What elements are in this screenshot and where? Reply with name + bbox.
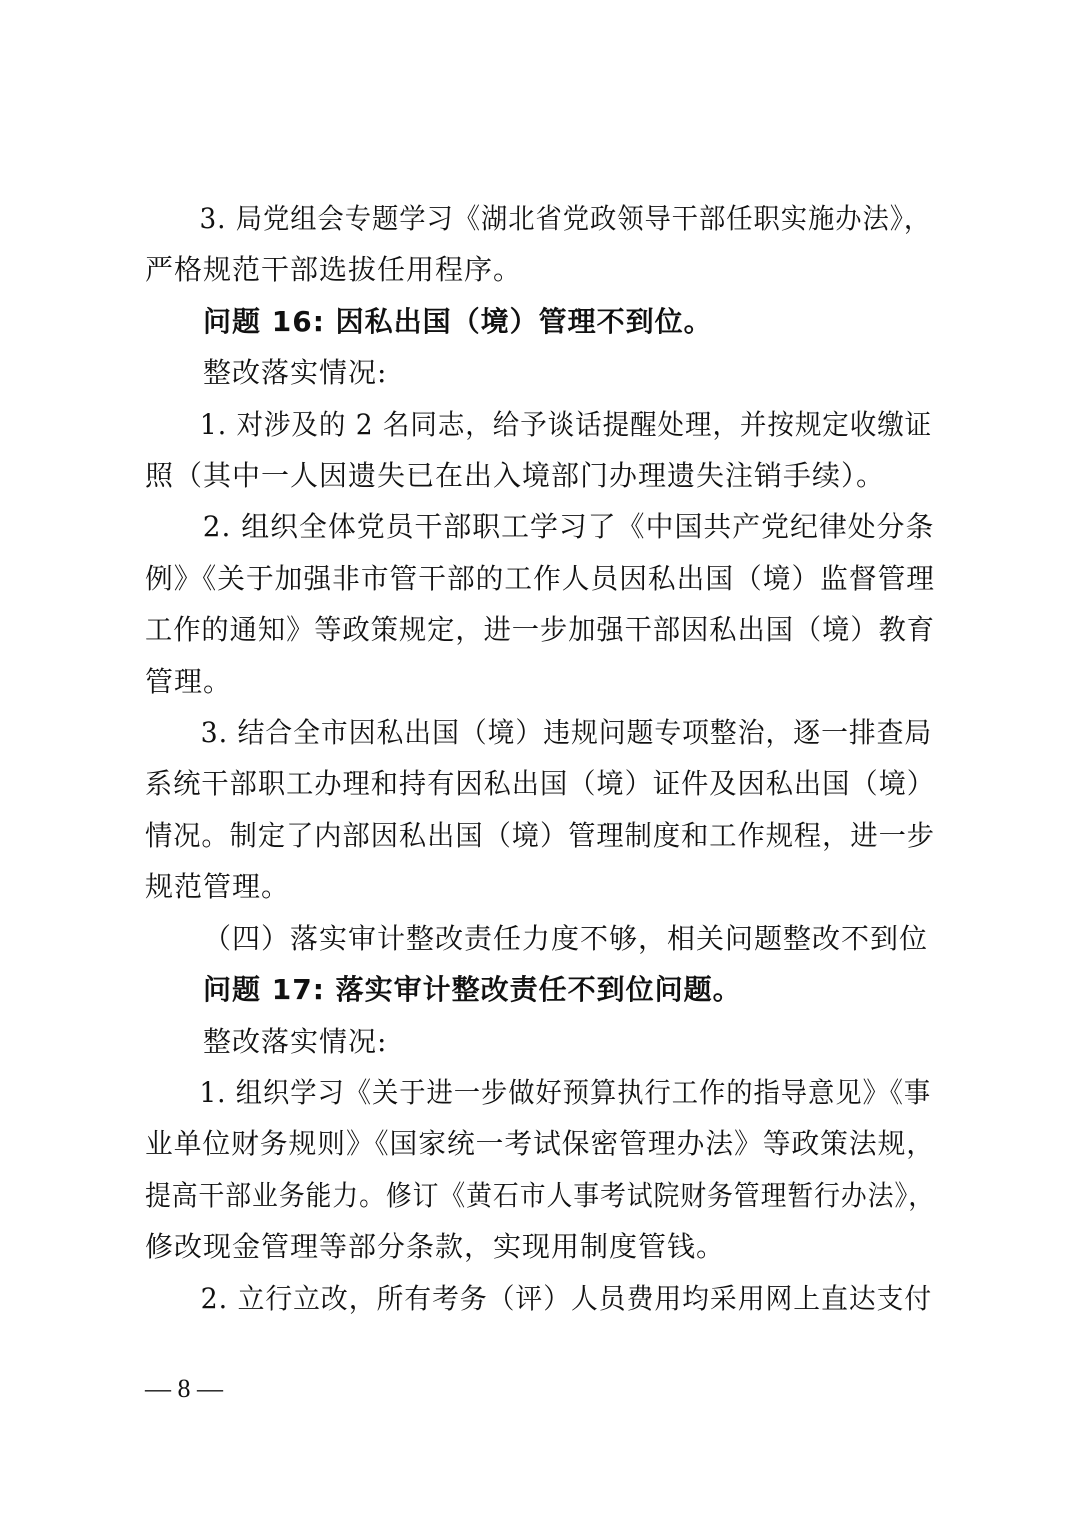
- text-line: 管理。: [145, 664, 233, 698]
- text-line: 2. 组织全体党员干部职工学习了《中国共产党纪律处分条: [202, 510, 935, 544]
- text-line: 1. 组织学习《关于进一步做好预算执行工作的指导意见》《事: [199, 1075, 932, 1109]
- text-line: （四）落实审计整改责任力度不够，相关问题整改不到位: [203, 921, 929, 955]
- text-line: 整改落实情况:: [203, 356, 388, 390]
- text-line: 修改现金管理等部分条款，实现用制度管钱。: [145, 1230, 726, 1264]
- text-line: 3. 结合全市因私出国（境）违规问题专项整治，逐一排查局: [200, 716, 933, 750]
- text-line: 3. 局党组会专题学习《湖北省党政领导干部任职实施办法》，: [199, 202, 932, 235]
- text-line: 工作的通知》等政策规定，进一步加强干部因私出国（境）教育: [145, 613, 936, 647]
- section-heading: 问题 16: 因私出国（境）管理不到位。: [203, 304, 713, 338]
- text-line: 业单位财务规则》《国家统一考试保密管理办法》等政策法规，: [145, 1127, 936, 1161]
- text-line: 规范管理。: [145, 870, 291, 904]
- text-line: 例》《关于加强非市管干部的工作人员因私出国（境）监督管理: [145, 561, 936, 595]
- text-line: 情况。制定了内部因私出国（境）管理制度和工作规程，进一步: [145, 818, 936, 852]
- section-heading: 问题 17: 落实审计整改责任不到位问题。: [203, 973, 742, 1007]
- text-line: 2. 立行立改，所有考务（评）人员费用均采用网上直达支付: [200, 1281, 933, 1315]
- text-line: 提高干部业务能力。修订《黄石市人事考试院财务管理暂行办法》，: [145, 1178, 936, 1212]
- document-body: [145, 193, 935, 1324]
- text-line: 严格规范干部选拔任用程序。: [145, 253, 523, 287]
- text-line: 照（其中一人因遗失已在出入境部门办理遗失注销手续）。: [145, 459, 886, 493]
- text-line: 1. 对涉及的 2 名同志，给予谈话提醒处理，并按规定收缴证: [199, 407, 933, 441]
- text-line: 系统干部职工办理和持有因私出国（境）证件及因私出国（境）: [145, 767, 936, 801]
- page-number: — 8 —: [145, 1374, 223, 1403]
- text-line: 整改落实情况:: [203, 1024, 388, 1058]
